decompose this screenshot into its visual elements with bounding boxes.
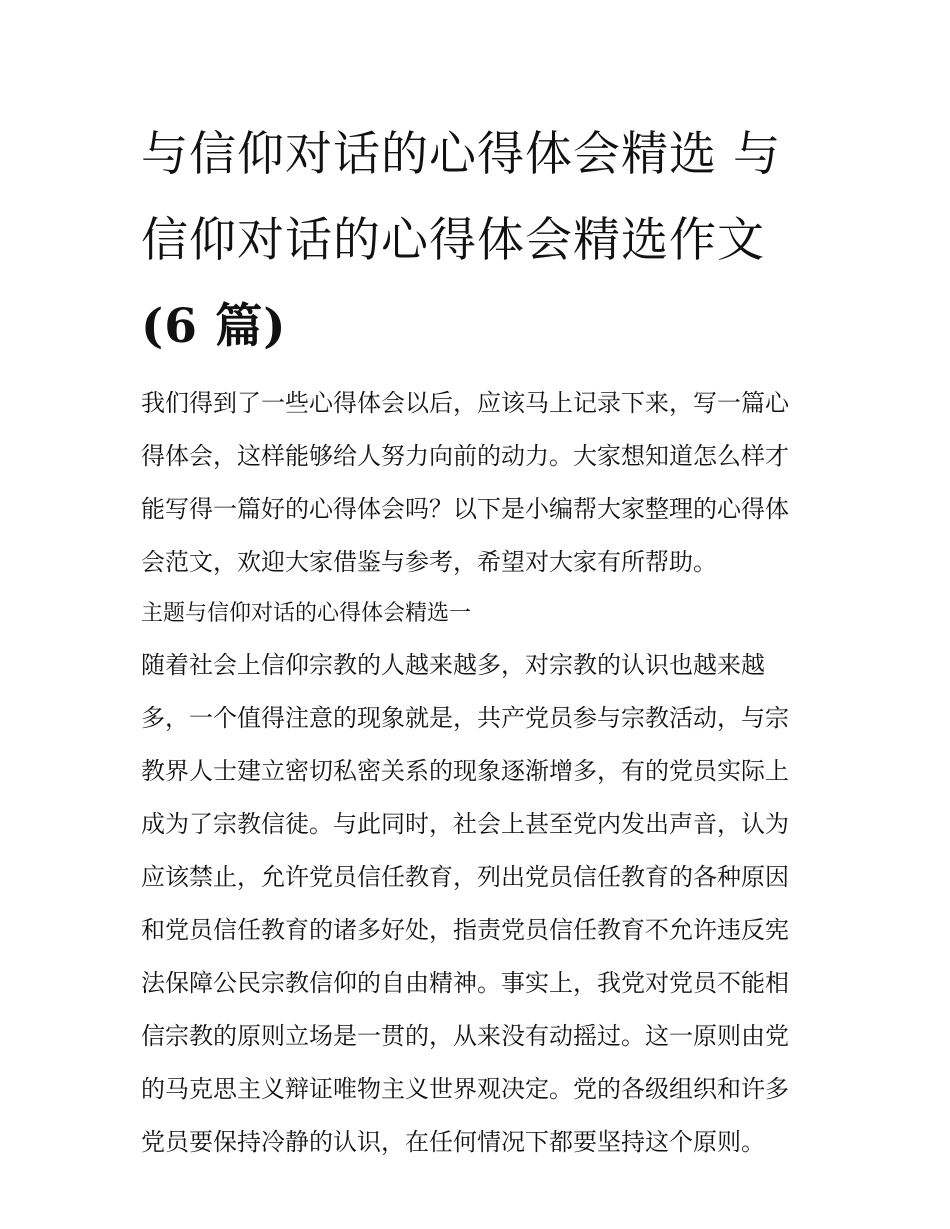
intro-line: 我们得到了一些心得体会以后，应该马上记录下来，写一篇心 xyxy=(141,389,789,417)
intro-line: 能写得一篇好的心得体会吗？以下是小编帮大家整理的心得体 xyxy=(141,495,789,523)
document-page xyxy=(141,112,813,1169)
intro-line: 得体会，这样能够给人努力向前的动力。大家想知道怎么样才 xyxy=(141,442,789,470)
body-line: 的马克思主义辩证唯物主义世界观决定。党的各级组织和许多 xyxy=(141,1075,789,1103)
body-line: 党员要保持冷静的认识，在任何情况下都要坚持这个原则。 xyxy=(141,1128,765,1156)
body-line: 法保障公民宗教信仰的自由精神。事实上，我党对党员不能相 xyxy=(141,969,789,997)
body-line: 多，一个值得注意的现象就是，共产党员参与宗教活动，与宗 xyxy=(141,704,789,732)
intro-line: 会范文，欢迎大家借鉴与参考，希望对大家有所帮助。 xyxy=(141,548,717,576)
body-paragraph xyxy=(141,639,813,1169)
body-line: 应该禁止，允许党员信任教育，列出党员信任教育的各种原因 xyxy=(141,863,789,891)
section-heading: 主题与信仰对话的心得体会精选一 xyxy=(141,601,472,626)
title-line-3: (6 篇) xyxy=(141,299,287,354)
title-line-2: 信仰对话的心得体会精选作文 xyxy=(141,213,765,268)
intro-paragraph xyxy=(141,377,813,589)
body-line: 随着社会上信仰宗教的人越来越多，对宗教的认识也越来越 xyxy=(141,651,765,679)
document-title xyxy=(141,112,813,370)
body-line: 和党员信任教育的诸多好处，指责党员信任教育不允许违反宪 xyxy=(141,916,789,944)
title-line-1: 与信仰对话的心得体会精选 与 xyxy=(141,127,781,182)
body-line: 成为了宗教信徒。与此同时，社会上甚至党内发出声音，认为 xyxy=(141,810,789,838)
body-line: 信宗教的原则立场是一贯的，从来没有动摇过。这一原则由党 xyxy=(141,1022,789,1050)
body-line: 教界人士建立密切私密关系的现象逐渐增多，有的党员实际上 xyxy=(141,757,789,785)
